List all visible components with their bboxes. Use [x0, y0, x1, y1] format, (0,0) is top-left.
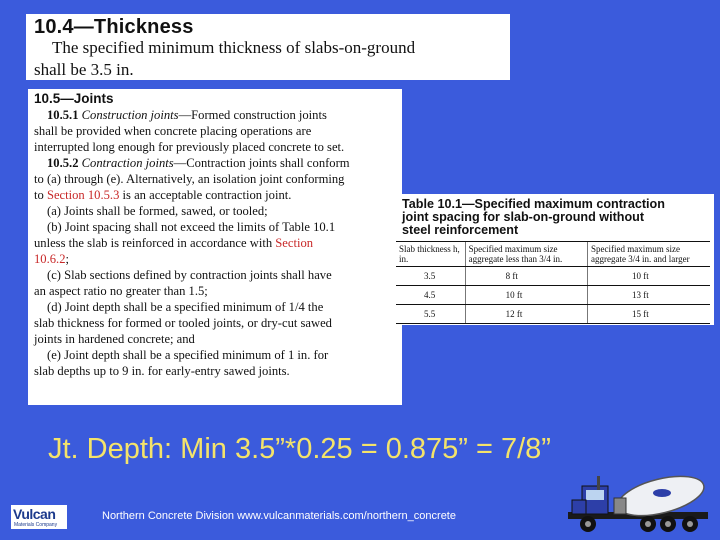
- table-cell: 4.5: [396, 286, 465, 305]
- joints-line-9: unless the slab is reinforced in accordance with Section: [34, 236, 314, 250]
- table-title: Table 10.1—Specified maximum contraction joint spacing for slab-on-ground without steel reinforcement: [402, 197, 665, 237]
- table-row: [396, 286, 710, 305]
- joints-line-1: 10.5.1 Construction joints—Formed construction joints: [47, 108, 327, 122]
- joints-line-4: 10.5.2 Contraction joints—Contraction joints shall conform: [47, 156, 350, 170]
- vulcan-logo: Vulcan Materials Company: [11, 505, 67, 529]
- table-header-cell: Slab thickness h, in.: [396, 242, 465, 267]
- thickness-text-line-1: The specified minimum thickness of slabs-on-ground: [52, 38, 416, 57]
- joints-line-8: (b) Joint spacing shall not exceed the limits of Table 10.1: [47, 220, 336, 234]
- section-10-5-3-link[interactable]: Section 10.5.3: [46, 188, 120, 202]
- joints-line-12: an aspect ratio no greater than 1.5;: [34, 284, 208, 298]
- table-row: [396, 267, 710, 286]
- table-cell: 12 ft: [465, 305, 587, 324]
- table-cell: 10 ft: [588, 267, 710, 286]
- table-cell: 13 ft: [588, 286, 710, 305]
- joints-line-15: joints in hardened concrete; and: [34, 332, 195, 346]
- table-cell: 5.5: [396, 305, 465, 324]
- table-row: [396, 305, 710, 324]
- joints-line-6: to Section 10.5.3 is an acceptable contraction joint.: [34, 188, 292, 202]
- joints-line-11: (c) Slab sections defined by contraction joints shall have: [47, 268, 332, 282]
- section-10-6-2-link[interactable]: Section: [275, 236, 314, 250]
- joints-heading: 10.5—Joints: [34, 91, 114, 106]
- table-cell: 15 ft: [588, 305, 710, 324]
- table-10-1-card: [394, 194, 714, 325]
- thickness-text-line-2: shall be 3.5 in.: [34, 60, 134, 79]
- table-cell: 10 ft: [465, 286, 587, 305]
- joints-line-13: (d) Joint depth shall be a specified minimum of 1/4 the: [47, 300, 324, 314]
- joints-line-2: shall be provided when concrete placing operations are: [34, 124, 312, 138]
- joints-line-17: slab depths up to 9 in. for early-entry sawed joints.: [34, 364, 290, 378]
- joint-depth-equation: Jt. Depth: Min 3.5”*0.25 = 0.875” = 7/8”: [48, 433, 551, 465]
- thickness-heading: 10.4—Thickness: [34, 16, 194, 38]
- joints-line-16: (e) Joint depth shall be a specified minimum of 1 in. for: [47, 348, 329, 362]
- joints-line-14: slab thickness for formed or tooled joints, or dry-cut sawed: [34, 316, 332, 330]
- joints-line-10: 10.6.2;: [34, 252, 69, 266]
- section-10-6-2-link-cont[interactable]: 10.6.2: [34, 252, 66, 266]
- joints-line-5: to (a) through (e). Alternatively, an isolation joint conforming: [34, 172, 345, 186]
- table-header-cell: Specified maximum size aggregate less than 3/4 in.: [465, 242, 587, 267]
- joints-line-7: (a) Joints shall be formed, sawed, or tooled;: [47, 204, 268, 218]
- footer-text: Northern Concrete Division www.vulcanmaterials.com/northern_concrete: [102, 510, 456, 522]
- table-header-row: [396, 242, 710, 267]
- thickness-section: [26, 14, 510, 80]
- spacing-table: [396, 241, 710, 324]
- table-cell: 8 ft: [465, 267, 587, 286]
- table-header-cell: Specified maximum size aggregate 3/4 in. and larger: [588, 242, 710, 267]
- table-cell: 3.5: [396, 267, 465, 286]
- joints-section: [28, 89, 402, 405]
- joints-line-3: interrupted long enough for previously placed concrete to set.: [34, 140, 345, 154]
- mixer-truck-icon: [566, 474, 714, 536]
